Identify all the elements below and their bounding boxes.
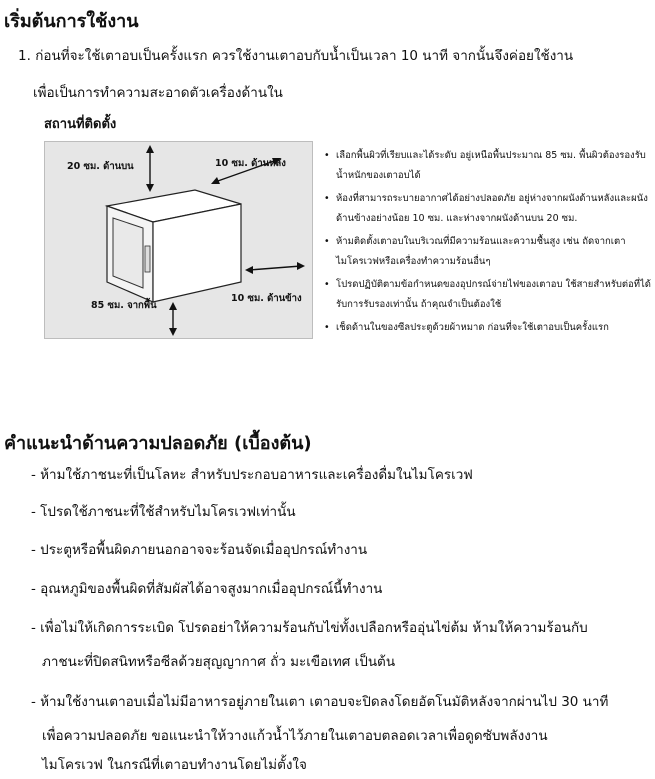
installation-diagram [44,141,313,339]
safety-item-6-line-3: ไมโครเวฟ ในกรณีที่เตาอบทำงานโดยไม่ตั้งใจ [42,757,307,773]
safety-item-2: - โปรดใช้ภาชนะที่ใช้สำหรับไมโครเวฟเท่านั้น [31,504,296,520]
arrow-floor-up-icon [169,302,177,310]
list-item: • ห้องที่สามารถระบายอากาศได้อย่างปลอดภัย อยู่ห่างจากผนังด้านหลังและผนังด้านข้างอย่างน้อย 10 ซม. และห่างจากผนังด้านบน 20 ซม. [322,189,652,229]
arrow-side-start-icon [245,266,253,274]
safety-item-5-line-2: ภาชนะที่ปิดสนิทหรือซีลด้วยสุญญากาศ ถั่ว มะเขือเทศ เป็นต้น [42,654,396,670]
list-item: • ห้ามติดตั้งเตาอบในบริเวณที่มีความร้อนและความชื้นสูง เช่น ถัดจากเตาไมโครเวฟหรือเครื่องทำความร้อนอื่นๆ [322,232,652,272]
list-item: • โปรดปฏิบัติตามข้อกำหนดของอุปกรณ์จ่ายไฟของเตาอบ ใช้สายสำหรับต่อที่ได้รับการรับรองเท่านั้น ถ้าคุณจำเป็นต้องใช้ [322,275,652,315]
section-title-safety: คำแนะนำด้านความปลอดภัย (เบื้องต้น) [4,433,312,454]
label-back-clearance: 10 ซม. ด้านหลัง [215,158,286,169]
microwave-side-face [153,204,241,302]
arrow-side-icon [297,262,305,270]
section-title-getting-started: เริ่มต้นการใช้งาน [4,11,139,32]
safety-item-5-line-1: - เพื่อไม่ให้เกิดการระเบิด โปรดอย่าให้ความร้อนกับไข่ทั้งเปลือกหรืออุ่นไข่ต้ม ห้ามให้ความร้อนกับ [31,620,588,636]
list-item: • เลือกพื้นผิวที่เรียบและได้ระดับ อยู่เหนือพื้นประมาณ 85 ซม. พื้นผิวต้องรองรับน้ำหนักของเตาอบได้ [322,146,652,186]
item-text-line-1: ก่อนที่จะใช้เตาอบเป็นครั้งแรก ควรใช้งานเตาอบกับน้ำเป็นเวลา 10 นาที จากนั้นจึงค่อยใช้งาน [35,48,574,64]
item-number: 1. [18,48,31,64]
safety-item-3: - ประตูหรือพื้นผิดภายนอกอาจจะร้อนจัดเมื่ออุปกรณ์ทำงาน [31,542,368,558]
safety-item-6-line-1: - ห้ามใช้งานเตาอบเมื่อไม่มีอาหารอยู่ภายในเตา เตาอบจะปิดลงโดยอัตโนมัติหลังจากผ่านไป 30 นาที [31,694,609,710]
label-floor-height: 85 ซม. จากพื้น [91,300,157,311]
list-item: • เช็ดด้านในของซีลประตูด้วยผ้าหมาด ก่อนที่จะใช้เตาอบเป็นครั้งแรก [322,318,652,338]
safety-item-1: - ห้ามใช้ภาชนะที่เป็นโลหะ สำหรับประกอบอาหารและเครื่องดื่มในไมโครเวฟ [31,467,473,483]
arrow-down-icon [146,184,154,192]
placement-guidelines [322,146,652,341]
door-window [113,218,143,288]
placement-subtitle: สถานที่ติดตั้ง [44,117,117,132]
arrow-up-icon [146,145,154,153]
instruction-item-1 [18,44,573,66]
arrow-floor-down-icon [169,328,177,336]
safety-item-4: - อุณหภูมิของพื้นผิดที่สัมผัสได้อาจสูงมากเมื่ออุปกรณ์นี้ทำงาน [31,581,383,597]
item-text-line-2: เพื่อเป็นการทำความสะอาดตัวเครื่องด้านใน [33,85,283,101]
label-top-clearance: 20 ซม. ด้านบน [67,161,134,172]
safety-item-6-line-2: เพื่อความปลอดภัย ขอแนะนำให้วางแก้วน้ำไว้ภายในเตาอบตลอดเวลาเพื่อดูดซับพลังงาน [42,728,548,744]
door-handle [145,246,150,272]
label-side-clearance: 10 ซม. ด้านข้าง [231,293,302,304]
